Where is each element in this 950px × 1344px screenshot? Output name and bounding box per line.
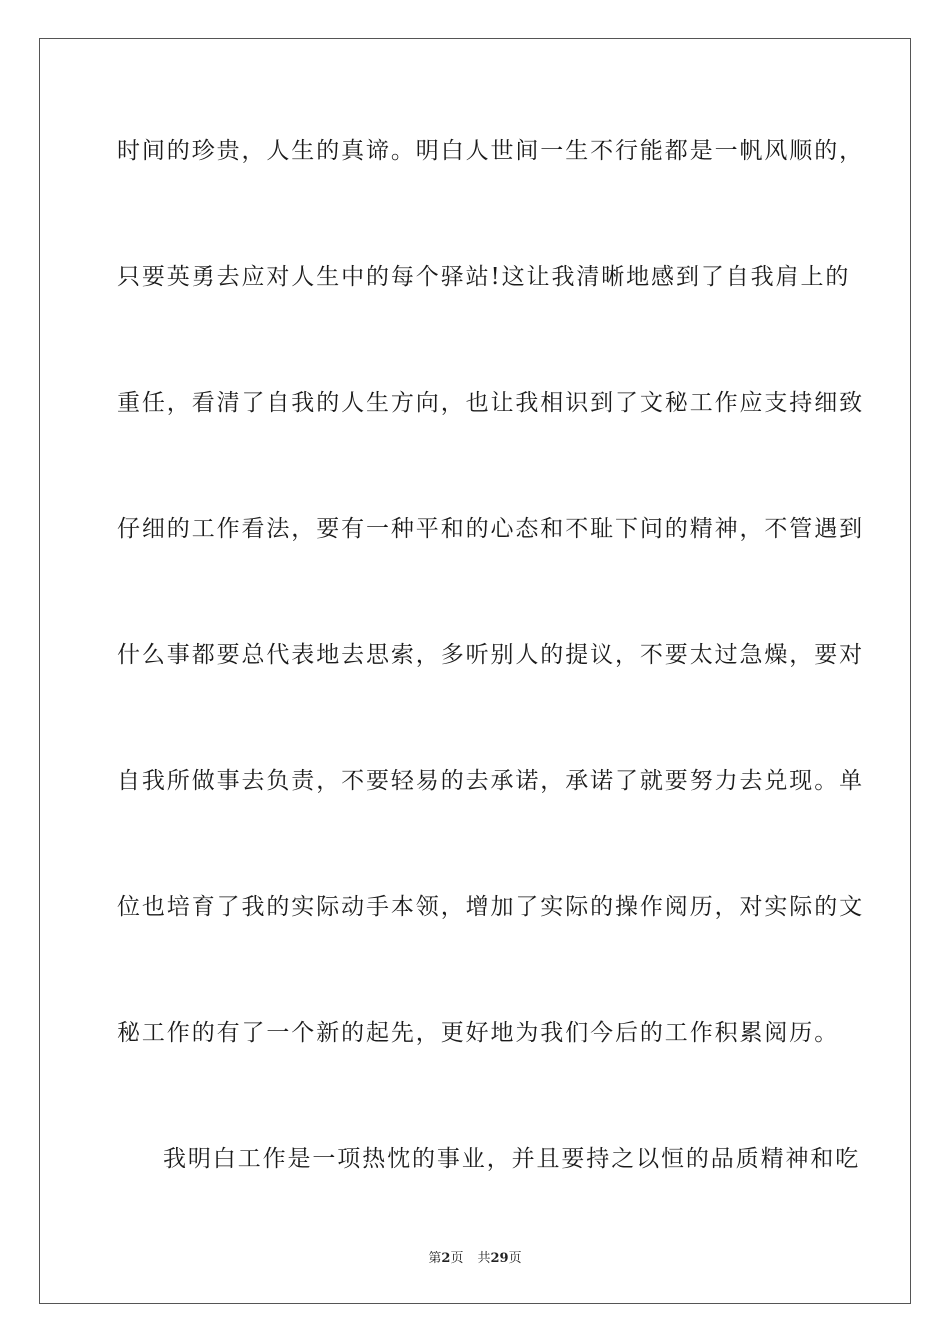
text-line: 位也培育了我的实际动手本领，增加了实际的操作阅历，对实际的文 — [117, 894, 864, 920]
text-line: 只要英勇去应对人生中的每个驿站!这让我清晰地感到了自我肩上的 — [117, 264, 851, 290]
text-line: 秘工作的有了一个新的起先，更好地为我们今后的工作积累阅历。 — [117, 1020, 840, 1046]
text-line: 重任，看清了自我的人生方向，也让我相识到了文秘工作应支持细致 — [117, 390, 864, 416]
total-pages: 29 — [490, 1251, 509, 1266]
document-body — [117, 120, 864, 1254]
text-line: 时间的珍贵，人生的真谛。明白人世间一生不行能都是一帆风顺的， — [117, 138, 864, 164]
total-prefix: 共 — [477, 1251, 491, 1266]
page-suffix: 页 — [450, 1251, 464, 1266]
total-suffix: 页 — [508, 1251, 522, 1266]
page-prefix: 第 — [428, 1251, 442, 1266]
page-number: 2 — [441, 1251, 451, 1266]
text-line: 什么事都要总代表地去思索，多听别人的提议，不要太过急燥，要对 — [117, 642, 864, 668]
page-footer — [0, 1247, 950, 1266]
paragraph-start-line: 我明白工作是一项热忱的事业，并且要持之以恒的品质精神和吃 — [163, 1146, 861, 1172]
text-line: 仔细的工作看法，要有一种平和的心态和不耻下问的精神，不管遇到 — [117, 516, 864, 542]
text-line: 自我所做事去负责，不要轻易的去承诺，承诺了就要努力去兑现。单 — [117, 768, 864, 794]
